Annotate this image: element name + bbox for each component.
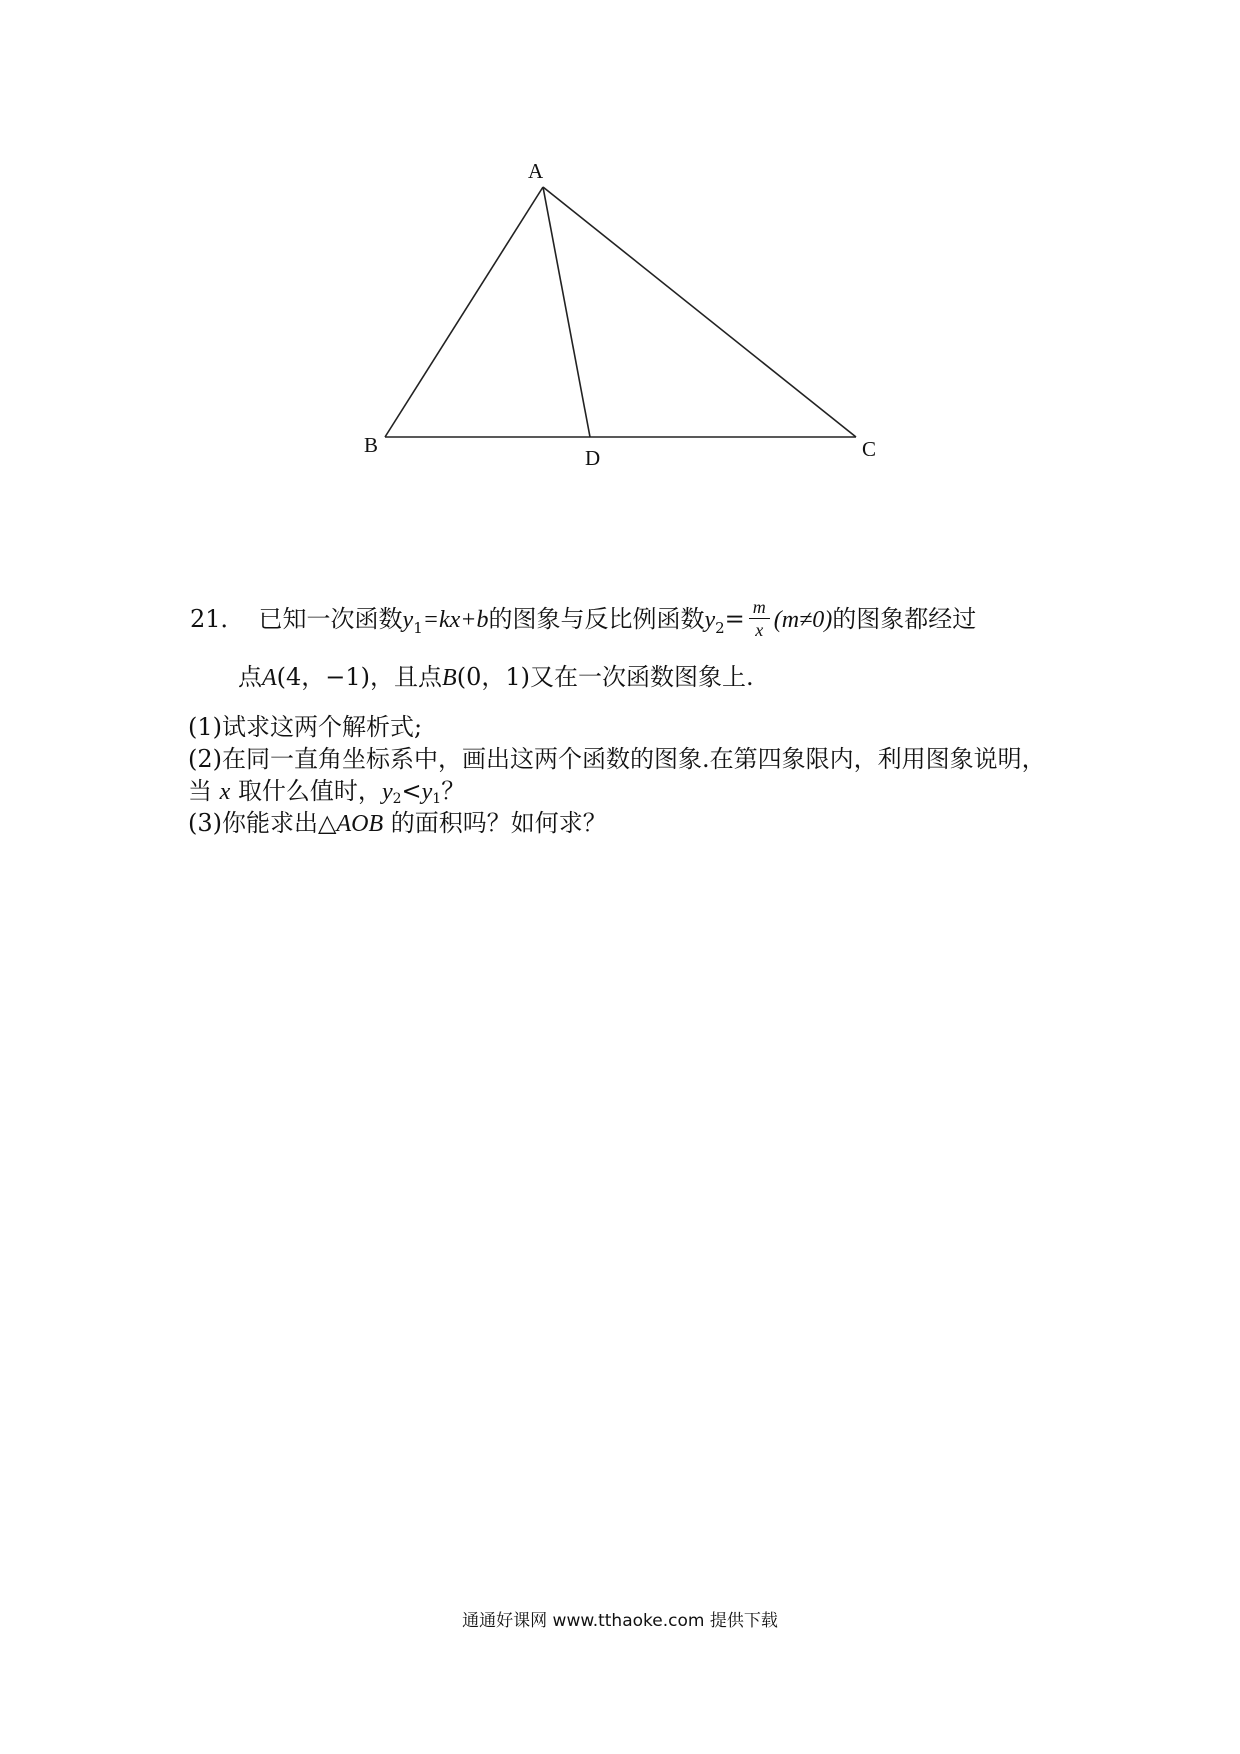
q2-text-2: 又在一次函数图象上.	[529, 663, 754, 691]
label-d: D	[585, 446, 601, 470]
y2-symbol: y	[704, 607, 716, 633]
q-text-2: 的图象与反比例函数	[488, 605, 705, 633]
part-2-text-2a: 当	[188, 777, 212, 805]
part-3	[188, 808, 607, 839]
footer-credit: 通通好课网 www.tthaoke.com 提供下载	[462, 1611, 778, 1631]
label-a: A	[528, 159, 544, 183]
part-2-text-1: (2)在同一直角坐标系中，画出这两个函数的图象.在第四象限内，利用图象说明，	[188, 745, 1046, 773]
label-b: B	[364, 433, 379, 457]
part-2-y2-subscript: 2	[392, 791, 402, 807]
part-3-text-a: (3)你能求出△	[188, 809, 337, 837]
part-2-x: x	[219, 779, 231, 805]
question-number: 21．	[190, 605, 245, 633]
segment-ad	[543, 187, 590, 437]
fraction-m-over-x	[749, 596, 770, 641]
y1-subscript: 1	[413, 619, 423, 637]
part-1-text: (1)试求这两个解析式;	[188, 713, 423, 741]
equals-sign: =	[724, 605, 745, 633]
part-2-text-2b: 取什么值时，	[237, 777, 382, 805]
part-3-aob: AOB	[336, 811, 384, 837]
segment-ac	[543, 187, 856, 437]
point-b-name: B	[442, 665, 457, 691]
point-b-coords: (0，1)	[456, 663, 530, 691]
part-2-question-mark: ？	[441, 777, 466, 805]
triangle-figure	[0, 0, 1240, 520]
question-line-1	[190, 598, 976, 643]
y2-subscript: 2	[715, 619, 725, 637]
point-a-coords: (4，−1)，且点	[276, 663, 443, 691]
part-2-y1-subscript: 1	[432, 791, 442, 807]
condition-m-nonzero: (m≠0)	[773, 607, 833, 633]
part-2-y1: y	[421, 779, 433, 805]
label-c: C	[862, 437, 877, 461]
fraction-numerator: m	[749, 596, 770, 619]
q-text-1: 已知一次函数	[258, 605, 403, 633]
part-3-text-b: 的面积吗？如何求？	[390, 809, 607, 837]
fraction-denominator: x	[755, 620, 764, 640]
y1-symbol: y	[402, 607, 414, 633]
part-2-less-than: <	[401, 777, 422, 805]
q2-text-1: 点	[238, 663, 262, 691]
y1-rhs: =kx+b	[422, 607, 489, 633]
part-2-line-1	[188, 744, 1046, 774]
segment-ab	[385, 187, 543, 437]
part-1	[188, 712, 422, 742]
point-a-name: A	[262, 665, 277, 691]
q-text-3: 的图象都经过	[832, 605, 977, 633]
part-2-y2: y	[381, 779, 393, 805]
question-line-2	[238, 662, 754, 693]
